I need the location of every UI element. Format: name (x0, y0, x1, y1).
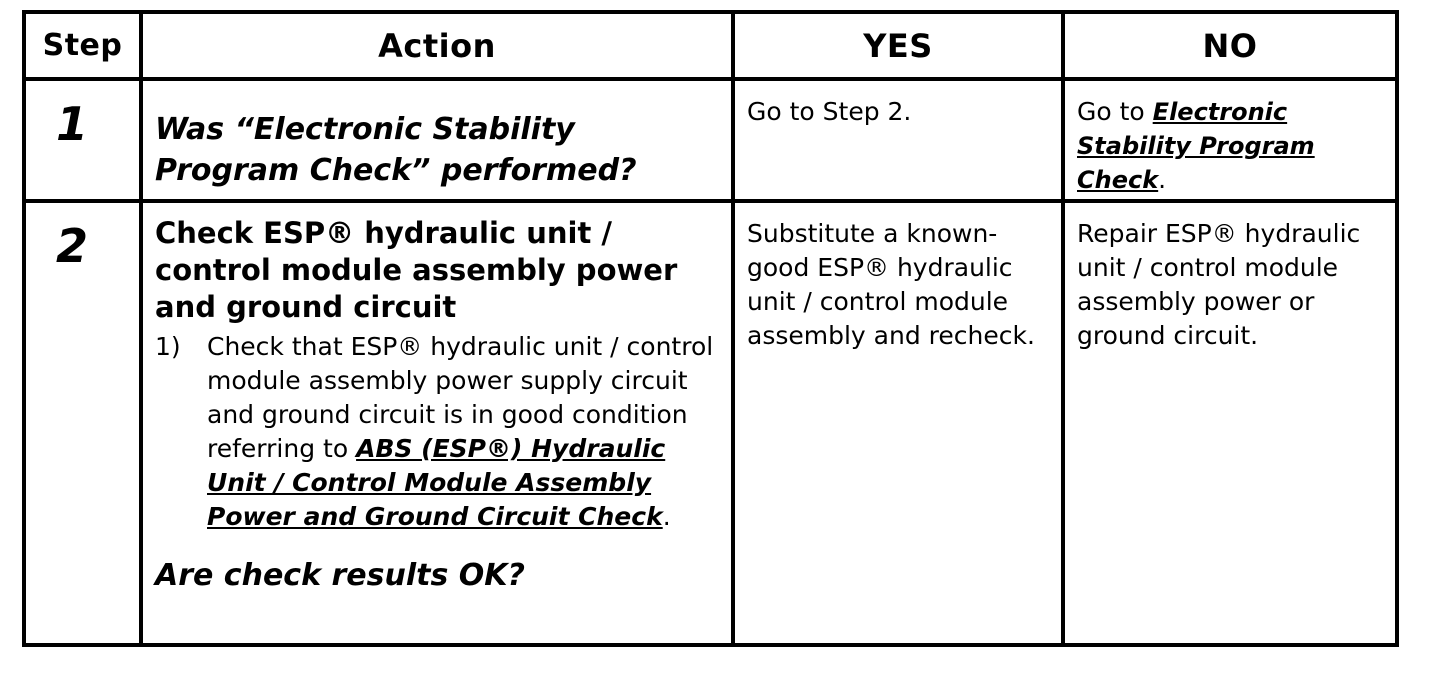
no-suffix: . (1158, 165, 1167, 194)
substep-text (207, 330, 719, 534)
substep-number: 1) (155, 332, 181, 361)
no-cell (1063, 201, 1397, 645)
yes-cell (733, 79, 1063, 201)
step-number: 2 (56, 219, 89, 273)
yes-cell (733, 201, 1063, 645)
header-step: Step (24, 12, 141, 79)
step-number: 1 (56, 97, 89, 151)
table-row (24, 79, 1397, 201)
yes-text: Go to Step 2. (747, 97, 912, 126)
table-header-row (24, 12, 1397, 79)
header-yes: YES (733, 12, 1063, 79)
no-text: Repair ESP® hydraulic unit / control module assembly power or ground circuit. (1077, 219, 1361, 350)
esp-check-link[interactable]: Electronic Stability Program Check (1077, 98, 1315, 194)
step-cell (24, 201, 141, 645)
substep-item (143, 326, 731, 534)
table-row (24, 201, 1397, 645)
action-cell (141, 79, 733, 201)
header-action: Action (141, 12, 733, 79)
step-cell (24, 79, 141, 201)
power-ground-check-link[interactable]: ABS (ESP®) Hydraulic Unit / Control Module Assembly Power and Ground Circuit Check (207, 434, 666, 531)
action-cell (141, 201, 733, 645)
substep-body: Check that ESP® hydraulic unit / control module assembly power supply circuit and ground circuit is in good condition referring to (207, 332, 714, 463)
substep-suffix: . (662, 502, 671, 531)
action-question: Was “Electronic Stability Program Check” performed? (155, 112, 637, 188)
no-text (1065, 81, 1395, 197)
action-question: Are check results OK? (155, 558, 525, 593)
action-title: Check ESP® hydraulic unit / control module assembly power and ground circuit (155, 216, 678, 324)
yes-text: Substitute a known-good ESP® hydraulic unit / control module assembly and recheck. (747, 219, 1035, 350)
no-prefix: Go to (1077, 97, 1153, 126)
header-no: NO (1063, 12, 1397, 79)
diagnostic-step-table (22, 10, 1399, 647)
no-cell (1063, 79, 1397, 201)
